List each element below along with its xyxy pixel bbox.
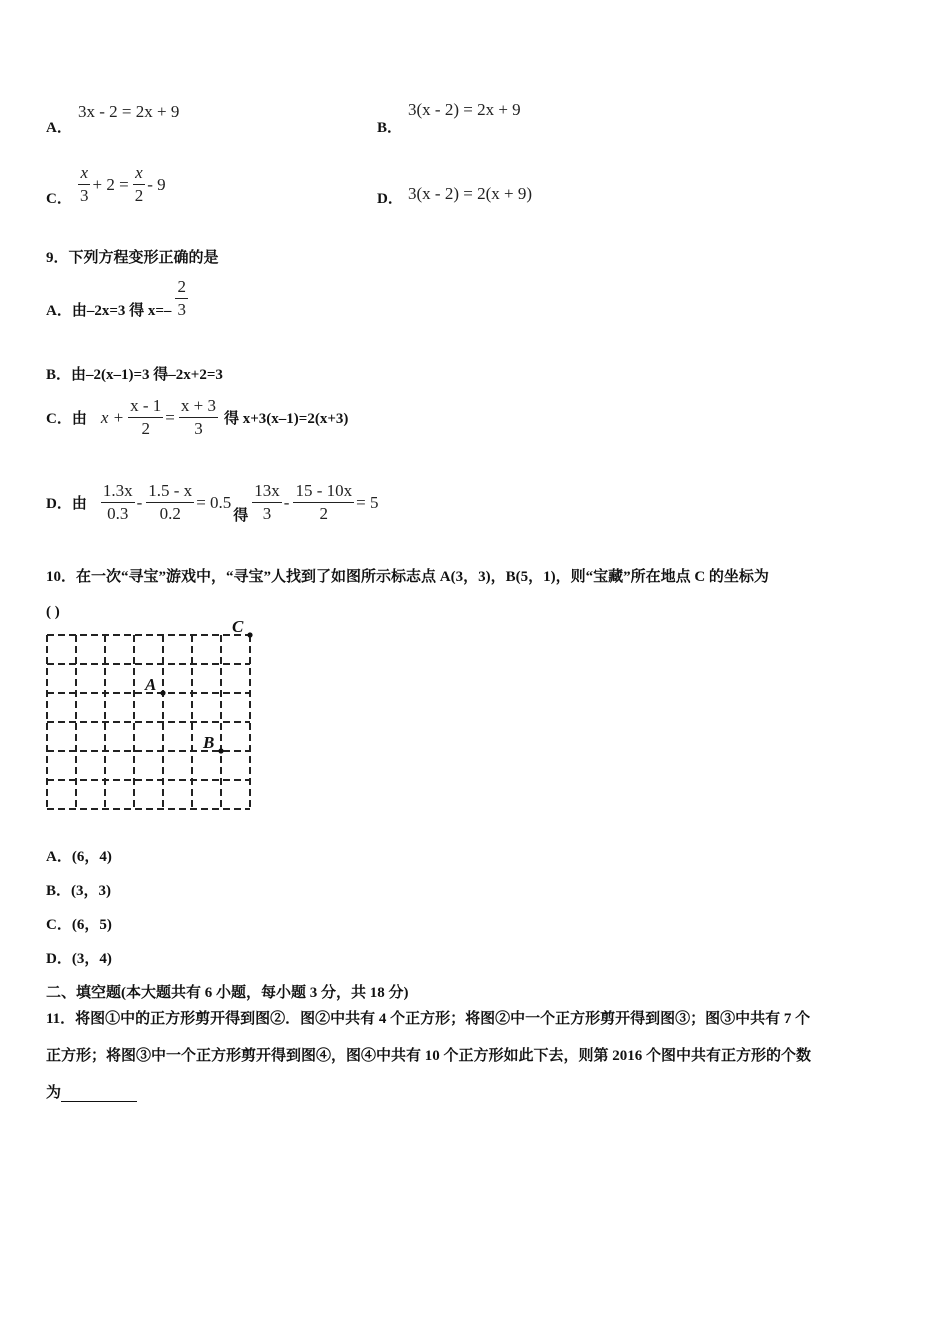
answer-blank[interactable] — [61, 1087, 137, 1102]
point-c — [247, 632, 252, 637]
fraction-denominator: 3 — [80, 186, 89, 205]
section-2-title: 二、填空题(本大题共有 6 小题，每小题 3 分，共 18 分) — [46, 985, 409, 1001]
operator: = — [165, 407, 175, 427]
fraction-denominator: 3 — [177, 300, 186, 319]
q9-option-a-text: A．由–2x=3 得 x=– — [46, 303, 172, 319]
point-a — [160, 690, 165, 695]
fraction-numerator: 1.5 - x — [146, 481, 194, 503]
fraction-numerator: x - 1 — [128, 396, 163, 418]
fraction-numerator: x + 3 — [179, 396, 218, 418]
q8-option-b-equation: 3(x - 2) = 2x + 9 — [408, 100, 521, 119]
q8-option-b-label: B． — [377, 120, 403, 136]
fraction-denominator: 2 — [141, 419, 150, 438]
q9-option-d-prefix: D．由 — [46, 496, 87, 512]
q10-option-b: B．(3，3) — [46, 883, 111, 899]
fraction-numerator: x — [133, 163, 145, 185]
q10-option-a: A．(6，4) — [46, 849, 112, 865]
fraction-denominator: 0.3 — [107, 504, 129, 523]
q10-paren: ( ) — [46, 604, 60, 620]
operator: - — [136, 492, 143, 512]
q10-option-d: D．(3，4) — [46, 951, 112, 967]
fraction-denominator: 2 — [134, 186, 144, 205]
q11-line-3 — [46, 1081, 137, 1102]
q9-option-c-lead: x + — [100, 407, 125, 427]
q9-option-b: B．由–2(x–1)=3 得–2x+2=3 — [46, 367, 223, 383]
q10-stem: 10．在一次“寻宝”游戏中，“寻宝”人找到了如图所示标志点 A(3，3)，B(5，1)，则“宝藏”所在地点 C 的坐标为 — [46, 569, 769, 585]
fraction-numerator: 15 - 10x — [293, 481, 354, 503]
q9-option-a — [46, 277, 190, 320]
q8-option-d-label: D． — [377, 191, 403, 207]
point-label-a: A — [145, 675, 157, 694]
point-label-b: B — [203, 733, 215, 752]
q8-option-a-label: A． — [46, 120, 72, 136]
q9-option-c — [46, 396, 350, 439]
fraction-denominator: 3 — [262, 504, 272, 523]
fraction-numerator: 13x — [252, 481, 282, 503]
point-b — [218, 748, 223, 753]
q11-line-2: 正方形；将图③中一个正方形剪开得到图④，图④中共有 10 个正方形如此下去，则第 2016 个图中共有正方形的个数 — [46, 1048, 812, 1064]
q11-line-1: 11．将图①中的正方形剪开得到图②．图②中共有 4 个正方形；将图②中一个正方形剪开得到图③；图③中共有 7 个 — [46, 1011, 811, 1027]
operator: - 9 — [147, 174, 166, 194]
point-label-c: C — [232, 617, 244, 636]
operator: - — [283, 492, 290, 512]
q8-option-a-equation: 3x - 2 = 2x + 9 — [78, 102, 180, 121]
fraction-denominator: 2 — [319, 504, 329, 523]
q11-line-3-text: 为 — [46, 1085, 62, 1101]
operator: = 0.5 — [196, 492, 232, 512]
fraction-denominator: 0.2 — [159, 504, 181, 523]
q9-option-c-prefix: C．由 — [46, 411, 87, 427]
q8-option-c-label: C． — [46, 191, 72, 207]
fraction-numerator: 1.3x — [101, 481, 135, 503]
treasure-grid-figure — [44, 617, 252, 814]
q9-stem: 9．下列方程变形正确的是 — [46, 250, 219, 266]
operator: = 5 — [356, 492, 379, 512]
fraction-denominator: 3 — [194, 419, 203, 438]
q9-option-c-result: 得 x+3(x–1)=2(x+3) — [223, 411, 349, 427]
q9-option-d — [46, 480, 380, 525]
fraction-numerator: x — [78, 163, 90, 185]
operator: + 2 = — [92, 174, 129, 194]
q9-option-d-de: 得 — [233, 508, 249, 524]
fraction-numerator: 2 — [175, 277, 188, 299]
q10-option-c: C．(6，5) — [46, 917, 112, 933]
q8-option-c-equation — [76, 163, 168, 206]
q8-option-d-equation: 3(x - 2) = 2(x + 9) — [408, 184, 532, 203]
